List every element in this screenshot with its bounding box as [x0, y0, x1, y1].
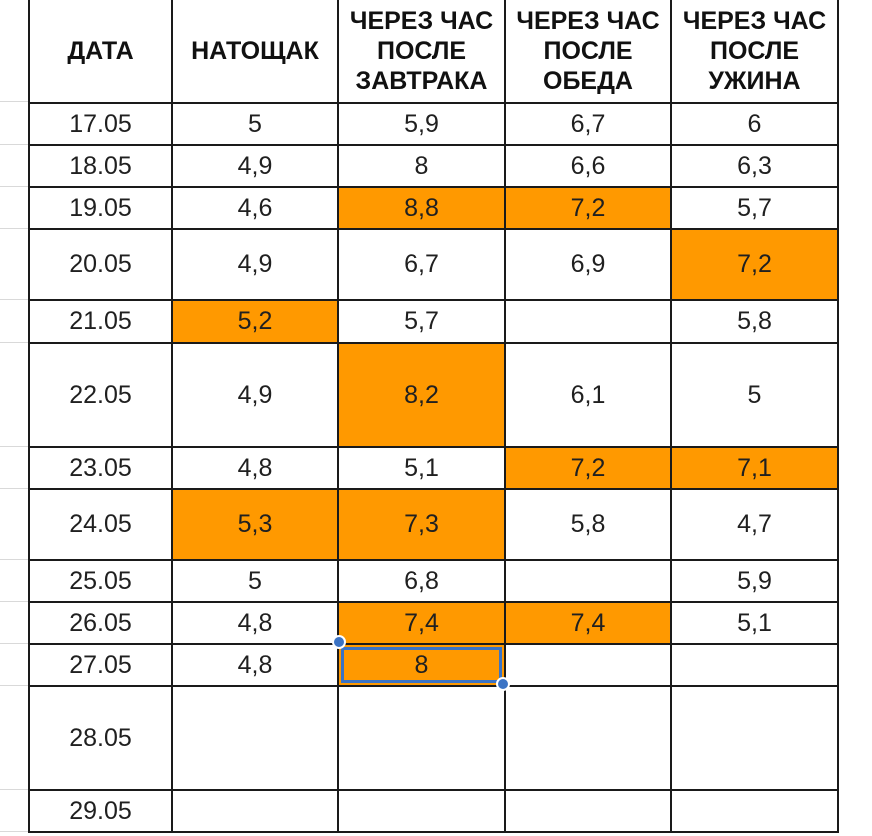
gridline: [0, 559, 30, 560]
cell-after-dinner[interactable]: 5,7: [671, 187, 838, 229]
cell-after-lunch[interactable]: [505, 300, 671, 343]
table-row: [29, 343, 838, 447]
cell-after-lunch[interactable]: [505, 644, 671, 686]
cell-fasting[interactable]: 4,8: [172, 644, 338, 686]
column-header-after-lunch[interactable]: [505, 0, 671, 103]
cell-after-dinner[interactable]: 6,3: [671, 145, 838, 187]
header-line: ЧЕРЕЗ ЧАС: [349, 7, 494, 35]
gridline: [0, 101, 30, 102]
table-row: [29, 489, 838, 560]
cell-after-lunch[interactable]: 7,2: [505, 187, 671, 229]
glucose-table: [28, 0, 839, 833]
header-line: ПОСЛЕ: [543, 37, 633, 65]
cell-date[interactable]: 18.05: [29, 145, 172, 187]
selected-cell[interactable]: [338, 644, 505, 686]
cell-after-lunch[interactable]: 7,4: [505, 602, 671, 644]
gridline: [0, 144, 30, 145]
cell-after-breakfast[interactable]: 7,3: [338, 489, 505, 560]
gridline: [0, 831, 30, 832]
cell-fasting[interactable]: 4,9: [172, 343, 338, 447]
cell-date[interactable]: 25.05: [29, 560, 172, 602]
cell-fasting[interactable]: 4,6: [172, 187, 338, 229]
header-line: ЗАВТРАКА: [355, 67, 488, 95]
cell-date[interactable]: 17.05: [29, 103, 172, 145]
gridline: [0, 186, 30, 187]
table-row: [29, 187, 838, 229]
cell-after-dinner[interactable]: 5,8: [671, 300, 838, 343]
table-row: [29, 560, 838, 602]
header-line: ЧЕРЕЗ ЧАС: [516, 7, 660, 35]
selection-handle-bottom-right[interactable]: [496, 677, 510, 691]
cell-date[interactable]: 21.05: [29, 300, 172, 343]
cell-after-breakfast[interactable]: [338, 686, 505, 790]
cell-date[interactable]: 20.05: [29, 229, 172, 300]
header-line: ОБЕДА: [543, 67, 633, 95]
header-line: ПОСЛЕ: [376, 37, 467, 65]
table-row: [29, 229, 838, 300]
cell-after-dinner[interactable]: 5: [671, 343, 838, 447]
cell-after-breakfast[interactable]: 5,1: [338, 447, 505, 489]
cell-date[interactable]: 28.05: [29, 686, 172, 790]
cell-date[interactable]: 23.05: [29, 447, 172, 489]
cell-after-dinner[interactable]: 7,1: [671, 447, 838, 489]
cell-fasting[interactable]: 5: [172, 103, 338, 145]
cell-fasting[interactable]: 5: [172, 560, 338, 602]
cell-after-breakfast[interactable]: [338, 790, 505, 832]
cell-value: 8: [414, 650, 429, 679]
cell-after-breakfast[interactable]: 8,8: [338, 187, 505, 229]
cell-after-breakfast[interactable]: 8,2: [338, 343, 505, 447]
cell-after-lunch[interactable]: 6,9: [505, 229, 671, 300]
cell-date[interactable]: 27.05: [29, 644, 172, 686]
cell-after-breakfast[interactable]: 8: [338, 145, 505, 187]
gridline: [0, 446, 30, 447]
cell-fasting[interactable]: 5,3: [172, 489, 338, 560]
cell-after-lunch[interactable]: 7,2: [505, 447, 671, 489]
table-row: [29, 790, 838, 832]
cell-after-dinner[interactable]: [671, 790, 838, 832]
table-row: [29, 644, 838, 686]
table-row: [29, 602, 838, 644]
table-row: [29, 686, 838, 790]
cell-fasting[interactable]: 4,9: [172, 145, 338, 187]
cell-fasting[interactable]: 4,9: [172, 229, 338, 300]
gridline: [0, 228, 30, 229]
cell-fasting[interactable]: 5,2: [172, 300, 338, 343]
cell-after-dinner[interactable]: [671, 644, 838, 686]
header-line: УЖИНА: [708, 67, 801, 95]
cell-after-lunch[interactable]: 5,8: [505, 489, 671, 560]
cell-after-dinner[interactable]: [671, 686, 838, 790]
cell-fasting[interactable]: 4,8: [172, 602, 338, 644]
header-line: ЧЕРЕЗ ЧАС: [682, 7, 827, 35]
cell-date[interactable]: 29.05: [29, 790, 172, 832]
table-row: [29, 447, 838, 489]
cell-after-lunch[interactable]: 6,7: [505, 103, 671, 145]
table-row: [29, 103, 838, 145]
cell-after-dinner[interactable]: 5,1: [671, 602, 838, 644]
cell-fasting[interactable]: [172, 686, 338, 790]
cell-after-breakfast[interactable]: 5,9: [338, 103, 505, 145]
header-row: [29, 0, 838, 103]
cell-after-dinner[interactable]: 5,9: [671, 560, 838, 602]
cell-fasting[interactable]: [172, 790, 338, 832]
column-header-after-dinner[interactable]: [671, 0, 838, 103]
gridline: [0, 342, 30, 343]
cell-after-lunch[interactable]: [505, 686, 671, 790]
cell-after-breakfast[interactable]: 6,8: [338, 560, 505, 602]
header-line: ПОСЛЕ: [709, 37, 800, 65]
gridline: [0, 685, 30, 686]
gridline: [0, 789, 30, 790]
gridline: [0, 601, 30, 602]
selection-handle-top-left[interactable]: [332, 635, 346, 649]
cell-fasting[interactable]: 4,8: [172, 447, 338, 489]
table-row: [29, 145, 838, 187]
cell-after-breakfast[interactable]: 7,4: [338, 602, 505, 644]
gridline: [0, 488, 30, 489]
gridline: [0, 299, 30, 300]
cell-date[interactable]: 24.05: [29, 489, 172, 560]
cell-after-lunch[interactable]: 6,6: [505, 145, 671, 187]
cell-after-dinner[interactable]: 6: [671, 103, 838, 145]
gridline: [0, 643, 30, 644]
cell-date[interactable]: 19.05: [29, 187, 172, 229]
cell-after-dinner[interactable]: 7,2: [671, 229, 838, 300]
cell-after-lunch[interactable]: [505, 790, 671, 832]
cell-date[interactable]: 26.05: [29, 602, 172, 644]
cell-after-lunch[interactable]: [505, 560, 671, 602]
cell-after-lunch[interactable]: 6,1: [505, 343, 671, 447]
table-row: [29, 300, 838, 343]
cell-after-breakfast[interactable]: 6,7: [338, 229, 505, 300]
cell-date[interactable]: 22.05: [29, 343, 172, 447]
column-header-after-breakfast[interactable]: [338, 0, 505, 103]
column-header-fasting[interactable]: НАТОЩАК: [172, 0, 338, 103]
cell-after-dinner[interactable]: 4,7: [671, 489, 838, 560]
column-header-date[interactable]: ДАТА: [29, 0, 172, 103]
cell-after-breakfast[interactable]: 5,7: [338, 300, 505, 343]
